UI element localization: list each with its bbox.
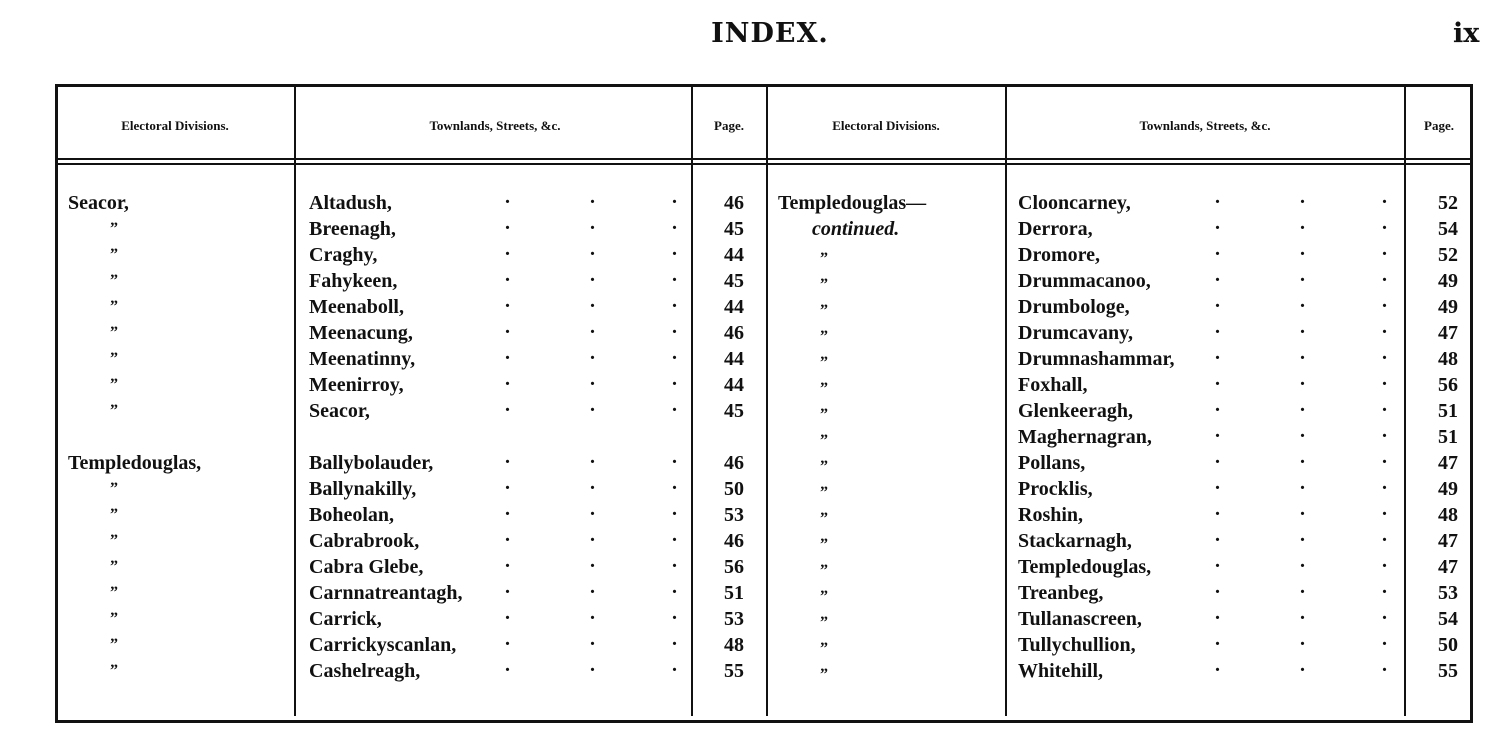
leader-dot: . [505,628,510,650]
leader-dot: . [1215,602,1220,624]
page-cell: 47 [1438,556,1458,578]
page-cell: 44 [724,348,744,370]
page-cell: 46 [724,452,744,474]
index-table-frame [55,84,1473,723]
page-cell: 52 [1438,244,1458,266]
division-cell: ” [110,610,118,627]
leader-dot: . [590,264,595,286]
leader-dot: . [590,342,595,364]
leader-dot: . [1215,576,1220,598]
leader-dot: . [1215,316,1220,338]
page-cell: 50 [724,478,744,500]
townland-cell: Boheolan, [309,504,395,526]
page-cell: 49 [1438,478,1458,500]
townland-cell: Clooncarney, [1018,192,1131,214]
division-cell: ” [110,376,118,393]
townland-cell: Templedouglas, [1018,556,1152,578]
leader-dot: . [590,628,595,650]
page-cell: 44 [724,374,744,396]
leader-dot: . [1382,212,1387,234]
page-cell: 55 [1438,660,1458,682]
division-cell: ” [820,276,828,293]
leader-dot: . [1215,212,1220,234]
leader-dot: . [672,472,677,494]
header-townlands-right: Townlands, Streets, &c. [1139,118,1271,133]
page-cell: 48 [1438,504,1458,526]
leader-dot: . [1382,472,1387,494]
division-cell: ” [820,354,828,371]
leader-dot: . [672,602,677,624]
townland-cell: Seacor, [309,400,370,422]
column-divider [691,86,693,716]
leader-dot: . [1300,654,1305,676]
page-cell: 51 [1438,426,1458,448]
page-cell: 46 [724,192,744,214]
page-number: ix [1453,18,1480,49]
leader-dot: . [1300,368,1305,390]
leader-dot: . [1215,628,1220,650]
leader-dot: . [590,524,595,546]
page-cell: 47 [1438,322,1458,344]
leader-dot: . [505,498,510,520]
leader-dot: . [1300,524,1305,546]
leader-dot: . [590,576,595,598]
leader-dot: . [1382,264,1387,286]
leader-dot: . [1215,550,1220,572]
page-cell: 53 [724,504,744,526]
townland-cell: Tullychullion, [1018,634,1136,656]
leader-dot: . [1382,550,1387,572]
division-cell: ” [820,406,828,423]
division-cell: Templedouglas, [68,452,202,474]
page-cell: 46 [724,530,744,552]
townland-cell: Meenacung, [309,322,413,344]
division-cell: ” [820,640,828,657]
leader-dot: . [672,368,677,390]
page-cell: 48 [724,634,744,656]
townland-cell: Carrick, [309,608,382,630]
page-cell: 51 [724,582,744,604]
leader-dot: . [672,628,677,650]
column-divider [1404,86,1406,716]
townland-cell: Stackarnagh, [1018,530,1132,552]
townland-cell: Procklis, [1018,478,1093,500]
leader-dot: . [1215,524,1220,546]
townland-cell: Drumbologe, [1018,296,1130,318]
division-cell: ” [110,298,118,315]
division-cell: ” [110,324,118,341]
leader-dot: . [505,654,510,676]
column-divider [294,86,296,716]
page-cell: 51 [1438,400,1458,422]
leader-dot: . [1300,264,1305,286]
townland-cell: Ballybolauder, [309,452,434,474]
leader-dot: . [505,212,510,234]
leader-dot: . [672,316,677,338]
header-townlands-left: Townlands, Streets, &c. [429,118,561,133]
page-cell: 49 [1438,270,1458,292]
leader-dot: . [505,550,510,572]
townland-cell: Cashelreagh, [309,660,421,682]
page-cell: 47 [1438,452,1458,474]
leader-dot: . [590,368,595,390]
leader-dot: . [1215,654,1220,676]
leader-dot: . [672,576,677,598]
leader-dot: . [672,394,677,416]
division-cell: ” [110,350,118,367]
leader-dot: . [672,264,677,286]
leader-dot: . [505,524,510,546]
leader-dot: . [1382,316,1387,338]
division-cell: ” [110,220,118,237]
leader-dot: . [505,472,510,494]
leader-dot: . [590,394,595,416]
townland-cell: Drummacanoo, [1018,270,1151,292]
townland-cell: Tullanascreen, [1018,608,1142,630]
leader-dot: . [590,498,595,520]
leader-dot: . [1300,576,1305,598]
leader-dot: . [1300,550,1305,572]
division-heading-continued: continued. [812,218,900,240]
division-cell: ” [110,402,118,419]
division-cell: ” [110,584,118,601]
leader-dot: . [590,550,595,572]
leader-dot: . [590,212,595,234]
townland-cell: Whitehill, [1018,660,1104,682]
division-cell: ” [820,484,828,501]
page-cell: 45 [724,270,744,292]
header-rule-double [57,163,1471,165]
page-cell: 44 [724,244,744,266]
townland-cell: Maghernagran, [1018,426,1152,448]
page-cell: 55 [724,660,744,682]
leader-dot: . [505,394,510,416]
leader-dot: . [672,446,677,468]
leader-dot: . [505,290,510,312]
leader-dot: . [505,316,510,338]
leader-dot: . [1215,472,1220,494]
page-cell: 53 [724,608,744,630]
page-title: INDEX. [711,18,829,49]
leader-dot: . [505,342,510,364]
leader-dot: . [590,316,595,338]
leader-dot: . [1300,446,1305,468]
leader-dot: . [505,576,510,598]
leader-dot: . [1215,368,1220,390]
division-cell: ” [110,246,118,263]
page-cell: 50 [1438,634,1458,656]
leader-dot: . [1215,186,1220,208]
leader-dot: . [590,654,595,676]
leader-dot: . [505,368,510,390]
division-cell: ” [820,562,828,579]
leader-dot: . [1300,420,1305,442]
leader-dot: . [672,550,677,572]
leader-dot: . [1215,394,1220,416]
townland-cell: Drumnashammar, [1018,348,1175,370]
townland-cell: Craghy, [309,244,378,266]
division-cell: ” [820,458,828,475]
division-cell: ” [820,536,828,553]
townland-cell: Drumcavany, [1018,322,1133,344]
leader-dot: . [590,238,595,260]
leader-dot: . [1215,290,1220,312]
page-cell: 52 [1438,192,1458,214]
leader-dot: . [1382,576,1387,598]
leader-dot: . [1300,316,1305,338]
page-cell: 49 [1438,296,1458,318]
townland-cell: Carrickyscanlan, [309,634,457,656]
townland-cell: Fahykeen, [309,270,398,292]
page-cell: 53 [1438,582,1458,604]
division-cell: ” [820,588,828,605]
division-cell: ” [820,328,828,345]
leader-dot: . [1382,498,1387,520]
leader-dot: . [505,186,510,208]
header-page-left: Page. [714,118,744,133]
page-cell: 56 [724,556,744,578]
division-cell: ” [820,614,828,631]
leader-dot: . [590,602,595,624]
leader-dot: . [1382,238,1387,260]
header-electoral-divisions-left: Electoral Divisions. [121,118,229,133]
townland-cell: Meenirroy, [309,374,404,396]
townland-cell: Meenatinny, [309,348,416,370]
townland-cell: Breenagh, [309,218,396,240]
leader-dot: . [590,446,595,468]
leader-dot: . [672,498,677,520]
townland-cell: Cabra Glebe, [309,556,424,578]
page-cell: 46 [724,322,744,344]
townland-cell: Derrora, [1018,218,1093,240]
leader-dot: . [1300,238,1305,260]
leader-dot: . [1382,290,1387,312]
leader-dot: . [1382,342,1387,364]
division-cell: ” [110,636,118,653]
division-cell: ” [110,506,118,523]
townland-cell: Roshin, [1018,504,1084,526]
leader-dot: . [1300,290,1305,312]
division-cell: ” [110,662,118,679]
leader-dot: . [1215,342,1220,364]
leader-dot: . [505,446,510,468]
townland-cell: Dromore, [1018,244,1101,266]
page-cell: 47 [1438,530,1458,552]
leader-dot: . [1382,394,1387,416]
leader-dot: . [1215,264,1220,286]
page-cell: 56 [1438,374,1458,396]
leader-dot: . [505,264,510,286]
division-cell: Seacor, [68,192,129,214]
division-cell: ” [820,302,828,319]
townland-cell: Foxhall, [1018,374,1088,396]
leader-dot: . [1382,420,1387,442]
townland-cell: Meenaboll, [309,296,404,318]
leader-dot: . [1300,472,1305,494]
division-heading-right: Templedouglas— [778,192,927,214]
column-divider [1005,86,1007,716]
leader-dot: . [1215,420,1220,442]
page-cell: 48 [1438,348,1458,370]
division-cell: ” [820,432,828,449]
leader-dot: . [590,472,595,494]
leader-dot: . [1215,446,1220,468]
page-cell: 44 [724,296,744,318]
leader-dot: . [1215,238,1220,260]
division-cell: ” [110,558,118,575]
leader-dot: . [672,524,677,546]
header-electoral-divisions-right: Electoral Divisions. [832,118,940,133]
leader-dot: . [1300,498,1305,520]
page-cell: 45 [724,218,744,240]
leader-dot: . [1300,602,1305,624]
division-cell: ” [110,272,118,289]
townland-cell: Carnnatreantagh, [309,582,463,604]
leader-dot: . [672,212,677,234]
division-cell: ” [820,510,828,527]
division-cell: ” [820,250,828,267]
leader-dot: . [672,238,677,260]
townland-cell: Ballynakilly, [309,478,417,500]
leader-dot: . [1382,524,1387,546]
leader-dot: . [505,238,510,260]
leader-dot: . [1382,186,1387,208]
leader-dot: . [672,342,677,364]
leader-dot: . [1382,602,1387,624]
leader-dot: . [1300,212,1305,234]
townland-cell: Cabrabrook, [309,530,420,552]
leader-dot: . [672,654,677,676]
townland-cell: Altadush, [309,192,392,214]
division-cell: ” [110,532,118,549]
leader-dot: . [590,290,595,312]
leader-dot: . [1382,446,1387,468]
column-divider [766,86,768,716]
townland-cell: Pollans, [1018,452,1086,474]
division-cell: ” [820,666,828,683]
leader-dot: . [1215,498,1220,520]
leader-dot: . [1382,628,1387,650]
page-cell: 54 [1438,218,1458,240]
header-page-right: Page. [1424,118,1454,133]
leader-dot: . [672,186,677,208]
leader-dot: . [1300,186,1305,208]
leader-dot: . [505,602,510,624]
townland-cell: Treanbeg, [1018,582,1104,604]
leader-dot: . [590,186,595,208]
page-cell: 54 [1438,608,1458,630]
division-cell: ” [820,380,828,397]
leader-dot: . [1300,394,1305,416]
townland-cell: Glenkeeragh, [1018,400,1133,422]
leader-dot: . [1300,342,1305,364]
leader-dot: . [1300,628,1305,650]
leader-dot: . [672,290,677,312]
header-rule [57,158,1471,160]
page-cell: 45 [724,400,744,422]
leader-dot: . [1382,654,1387,676]
leader-dot: . [1382,368,1387,390]
division-cell: ” [110,480,118,497]
